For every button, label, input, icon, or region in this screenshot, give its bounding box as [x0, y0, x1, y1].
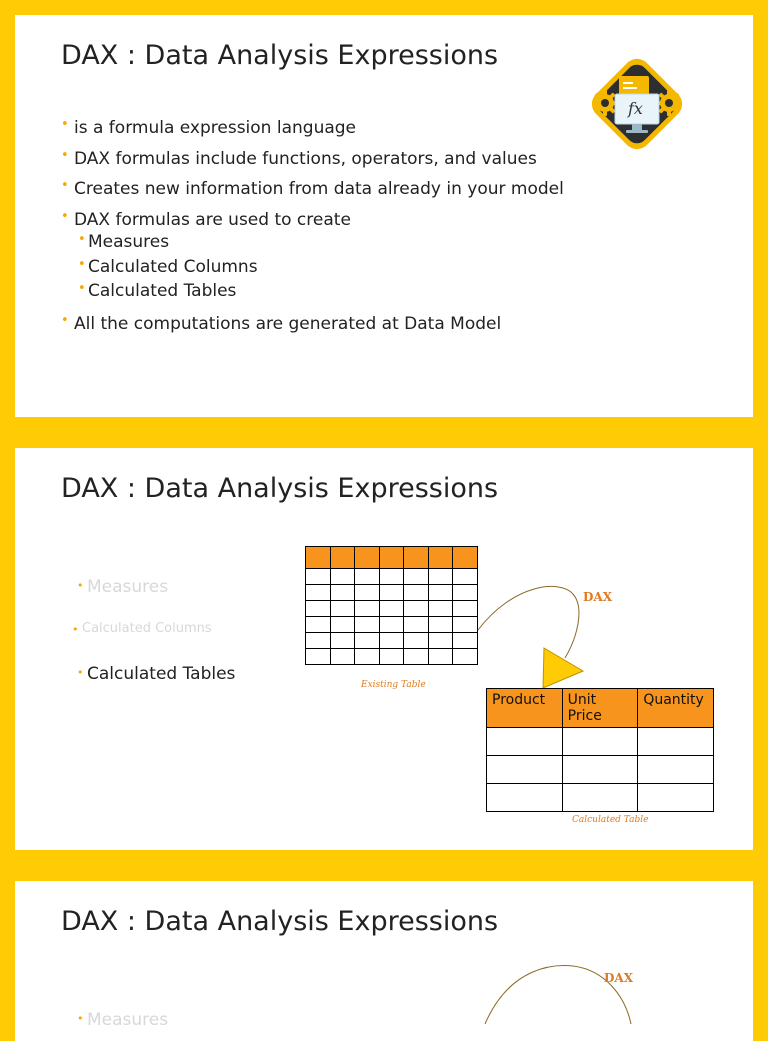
sub-bullet-item: [78, 230, 581, 255]
bullet-text: DAX formulas are used to create: [74, 209, 351, 230]
bullet-icon: •: [61, 178, 69, 193]
sub-bullet-text: Calculated Columns: [88, 256, 258, 277]
bullet-icon: •: [61, 147, 69, 163]
bullet-icon: •: [72, 623, 79, 636]
sub-bullet-item: [78, 279, 581, 304]
sub-bullet-text: Measures: [88, 232, 170, 252]
bullet-item: [61, 314, 581, 335]
sub-bullet-list: [74, 230, 581, 304]
slide-title: DAX : Data Analysis Expressions: [61, 473, 499, 504]
bullet-icon: •: [78, 256, 86, 272]
slide-2: [15, 448, 753, 850]
bullet-item: [61, 179, 581, 200]
slide-1: [15, 15, 753, 417]
bullet-icon: •: [78, 232, 86, 247]
bullet-measures: [77, 1010, 168, 1030]
table-row: [487, 756, 714, 784]
dax-label: DAX: [604, 971, 634, 985]
bullet-icon: •: [77, 1012, 84, 1025]
bullet-icon: •: [61, 208, 69, 224]
table-row: [487, 728, 714, 756]
calculated-table: [486, 688, 714, 812]
table-header-row: [487, 689, 714, 728]
bullet-icon: •: [61, 312, 69, 328]
bullet-list: [61, 118, 581, 344]
bullet-icon: •: [78, 281, 86, 296]
header-quantity: Quantity: [638, 689, 714, 728]
bullet-text: Measures: [87, 577, 169, 597]
sub-bullet-text: Calculated Tables: [88, 281, 237, 301]
bullet-icon: •: [61, 117, 69, 132]
slide-title: DAX : Data Analysis Expressions: [61, 40, 499, 71]
bullet-item: [61, 149, 581, 170]
table-row: [487, 784, 714, 812]
bullet-icon: •: [77, 579, 84, 592]
fx-glyph: fx: [628, 99, 643, 118]
existing-table-caption: Existing Table: [361, 680, 426, 690]
bullet-text: is a formula expression language: [74, 118, 357, 138]
bullet-text: Creates new information from data already in your model: [74, 179, 564, 199]
dax-label: DAX: [583, 590, 613, 604]
bullet-text: Calculated Tables: [87, 664, 236, 684]
bullet-text: All the computations are generated at Data Model: [74, 313, 502, 334]
bullet-icon: •: [77, 666, 84, 679]
calculated-table-caption: Calculated Table: [572, 815, 649, 825]
header-unit-price: Unit Price: [562, 689, 638, 728]
slide-title: DAX : Data Analysis Expressions: [61, 906, 499, 937]
header-product: Product: [487, 689, 563, 728]
bullet-item: [61, 210, 581, 304]
slide-3: [15, 881, 753, 1041]
bullet-text: Calculated Columns: [82, 621, 212, 636]
bullet-text: Measures: [87, 1010, 169, 1030]
bullet-item: [61, 118, 581, 139]
sub-bullet-item: [78, 255, 581, 280]
bullet-text: DAX formulas include functions, operators, and values: [74, 148, 537, 169]
